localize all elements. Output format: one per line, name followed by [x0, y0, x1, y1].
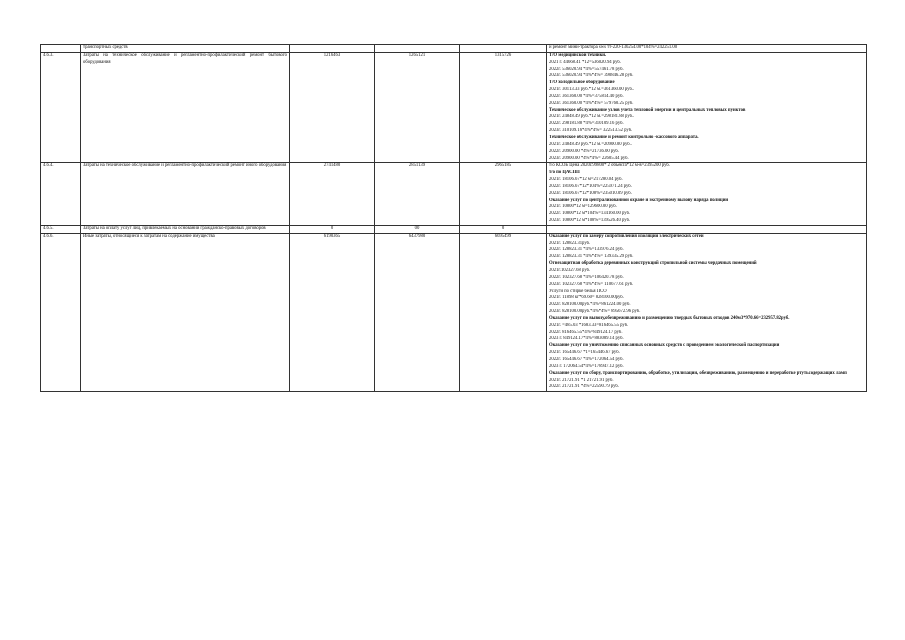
note-line: 2021г. 11898 кг*69.60= 828100.00руб.	[549, 295, 624, 301]
item-name-cell: Затраты на оплату услуг лиц, привлекаемых на основании гражданско-правовых договоров	[81, 225, 290, 233]
item-name-cell: транспортных средств	[81, 45, 290, 53]
table-row	[41, 45, 867, 53]
note-line: 2021г. 18106.67*12 м=217280.04 руб.	[549, 177, 623, 183]
table-row	[41, 225, 867, 233]
note-line: 2021г. 21721.91 *1 21721.91 руб.	[549, 377, 614, 383]
note-line: 2021г. 30113.33 руб.*12 м.=361360.00 руб..	[549, 87, 635, 93]
note-heading: Т/О холодильное оборудование	[549, 80, 615, 86]
item-number-cell	[41, 45, 81, 53]
note-line: 2023г. 361360.00 *4%*4%= 579760.25 руб.	[549, 100, 634, 106]
calculation-notes-cell	[547, 163, 867, 226]
note-line: 2022г. 298181.88 *4%=310109.16 руб.	[549, 121, 624, 127]
note-line: 2022г. 102327.68 *4%=106420.78 руб.	[549, 274, 624, 280]
value-2023-cell: 0	[460, 225, 547, 233]
table-row	[41, 52, 867, 163]
note-line: 2023 г. 849124.17*4%=883089.14 руб.	[549, 336, 624, 342]
value-2021-cell: 0	[290, 225, 375, 233]
value-2022-cell	[375, 45, 460, 53]
value-2023-cell: 1315726	[460, 52, 547, 163]
calculation-notes-cell	[547, 233, 867, 391]
value-2023-cell	[460, 45, 547, 53]
note-line: 2021 г. 44668.41 *12=536020.94 руб.	[549, 59, 621, 65]
note-heading: т/о по ЦАСПП	[549, 170, 580, 176]
value-2022-cell: 2851139	[375, 163, 460, 226]
note-line: 2023г. 20900.00 *4%*4%= 22605.44 руб.	[549, 155, 629, 161]
note-line: 2022г. 828100.00руб.*4%=861224.00 руб.	[549, 302, 631, 308]
note-line: 2022г. 128823.31 *4%=133976.24 руб.	[549, 247, 624, 253]
value-2022-cell: 00	[375, 225, 460, 233]
note-line: 2023г. 536020.94 *4%*4%= 390846.28 руб.	[549, 73, 634, 79]
cost-table	[40, 44, 867, 392]
note-heading: Оказание услуг по централизованной охране и экстренному вызову наряда полиции	[549, 197, 729, 203]
note-line: 2022г. 18106.67*12*104%=225971.24 руб.	[549, 183, 632, 189]
item-name-cell: Затраты на техническое обслуживание и регламентно-профилактический ремонт бытового оборудования	[81, 52, 290, 163]
item-name-cell: Иные затраты, относящиеся к затратам на содержание имущества	[81, 233, 290, 391]
note-heading: Т/О медицинской техники.	[549, 52, 607, 58]
note-line: 2023г. 828100.00руб.*4%*4%= 895672.96 руб.	[549, 309, 641, 315]
note-line: 2022г. 536020.94 *4%=557461.78 руб.	[549, 66, 624, 72]
note-line: 2021г. 165446.67 *1=165446.67 руб.	[549, 350, 620, 356]
note-line: 2023г. 310109.16*4%*4%= 322513.52 руб.	[549, 128, 633, 134]
value-2023-cell: 6695499	[460, 233, 547, 391]
table-row	[41, 163, 867, 226]
note-heading: Оказание услуг по замеру сопротивления изоляции электрических сетей	[549, 233, 704, 239]
value-2021-cell	[290, 45, 375, 53]
note-line: 2022г. 816465.55*4%=849124.17 руб.	[549, 329, 623, 335]
note-heading: Оказание услуг по уничтожению списанных основных средств с проведением экологической паспортизации	[549, 343, 780, 349]
note-line: 2022г. 10800*12 м*104%=134160.00 руб.	[549, 211, 631, 217]
value-2021-cell: 2741480	[290, 163, 375, 226]
note-line: т/о КСОБ Цена 2020г.99800* 2 объекта*12 м-в=2395200 руб.	[549, 163, 670, 169]
note-line: 2023г. 10800*12 м*108%=139526.40 руб.	[549, 218, 631, 224]
note-line: 2022г. 20900.00 *4%=21736.00 руб.	[549, 148, 619, 154]
note-line: и ремонт мини-трактора sws тт-220-136254.00*104%=242251.00	[549, 45, 678, 50]
item-number-cell: 4.6.3.	[41, 52, 81, 163]
value-2023-cell: 2965185	[460, 163, 547, 226]
note-heading: Оказание услуг по сбору, транспортированию, обработке, утилизации, обезвреживанию, размещению и переработке ртутьсодержащих ламп	[549, 370, 847, 376]
note-heading: Оказание услуг по вывозу,обезвреживанию и размещению твердых бытовых отходов 240м3*970.66=232957.82руб.	[549, 315, 790, 321]
value-2021-cell: 1216463	[290, 52, 375, 163]
calculation-notes-cell	[547, 225, 867, 233]
item-name-cell: Затраты на техническое обслуживание и регламентно-профилактический ремонт иного оборудования	[81, 163, 290, 226]
value-2022-cell: 6437980	[375, 233, 460, 391]
note-line: 2021г. 128823.31руб.	[549, 240, 591, 246]
note-line: 2021г. 24848.49 руб.*12 м.=298181.88 руб..	[549, 114, 635, 120]
note-line: 2021г.102327.68 руб.	[549, 268, 591, 273]
note-line: 2022г. 21721.91 *4%=22590.79 руб.	[549, 384, 619, 390]
note-line: 2022г. 361360.00 *4%=375814.40 руб.	[549, 93, 624, 99]
note-heading: Техническое обслуживание узлов учета тепловой энергии и центральных тепловых пунктов	[549, 107, 746, 113]
item-number-cell: 4.6.4.	[41, 163, 81, 226]
table-row	[41, 233, 867, 391]
note-line: 2021г. 24848.49 руб.*12 м.=20900.00 руб..	[549, 141, 633, 147]
note-line: 2023г. 18106.67*12*108%=235010.09 руб.	[549, 190, 632, 196]
item-number-cell: 4.6.6.	[41, 233, 81, 391]
note-line: 2023 г. 172064.54*4%=178947.12 руб.	[549, 363, 624, 369]
note-line: Услуги по стирке белья ПСО	[549, 288, 607, 294]
item-number-cell: 4.6.5.	[41, 225, 81, 233]
value-2022-cell: 1265121	[375, 52, 460, 163]
table-body	[41, 45, 867, 392]
note-heading: Техническое обслуживание и ремонт контрольно -кассового аппарата.	[549, 134, 699, 140]
note-line: 2022г. 165446.67 *4%=172064.54 руб.	[549, 356, 624, 362]
calculation-notes-cell	[547, 45, 867, 53]
note-line: 2023г. 128823.31 *4%*4%= 139335.29 руб.	[549, 254, 634, 260]
note-line: 2021г. =485.03 *1683.33=816465.55 руб.	[549, 322, 629, 328]
calculation-notes-cell	[547, 52, 867, 163]
value-2021-cell: 6190365	[290, 233, 375, 391]
note-line: 2021г. 10800*12 м=129600.00 руб.	[549, 204, 617, 210]
note-line: 2023г. 102327.68 *4%*4%= 110677.61 руб.	[549, 281, 634, 287]
note-heading: Огнезащитная обработка деревянных конструкций стропильной системы чердачных помещений	[549, 261, 757, 267]
